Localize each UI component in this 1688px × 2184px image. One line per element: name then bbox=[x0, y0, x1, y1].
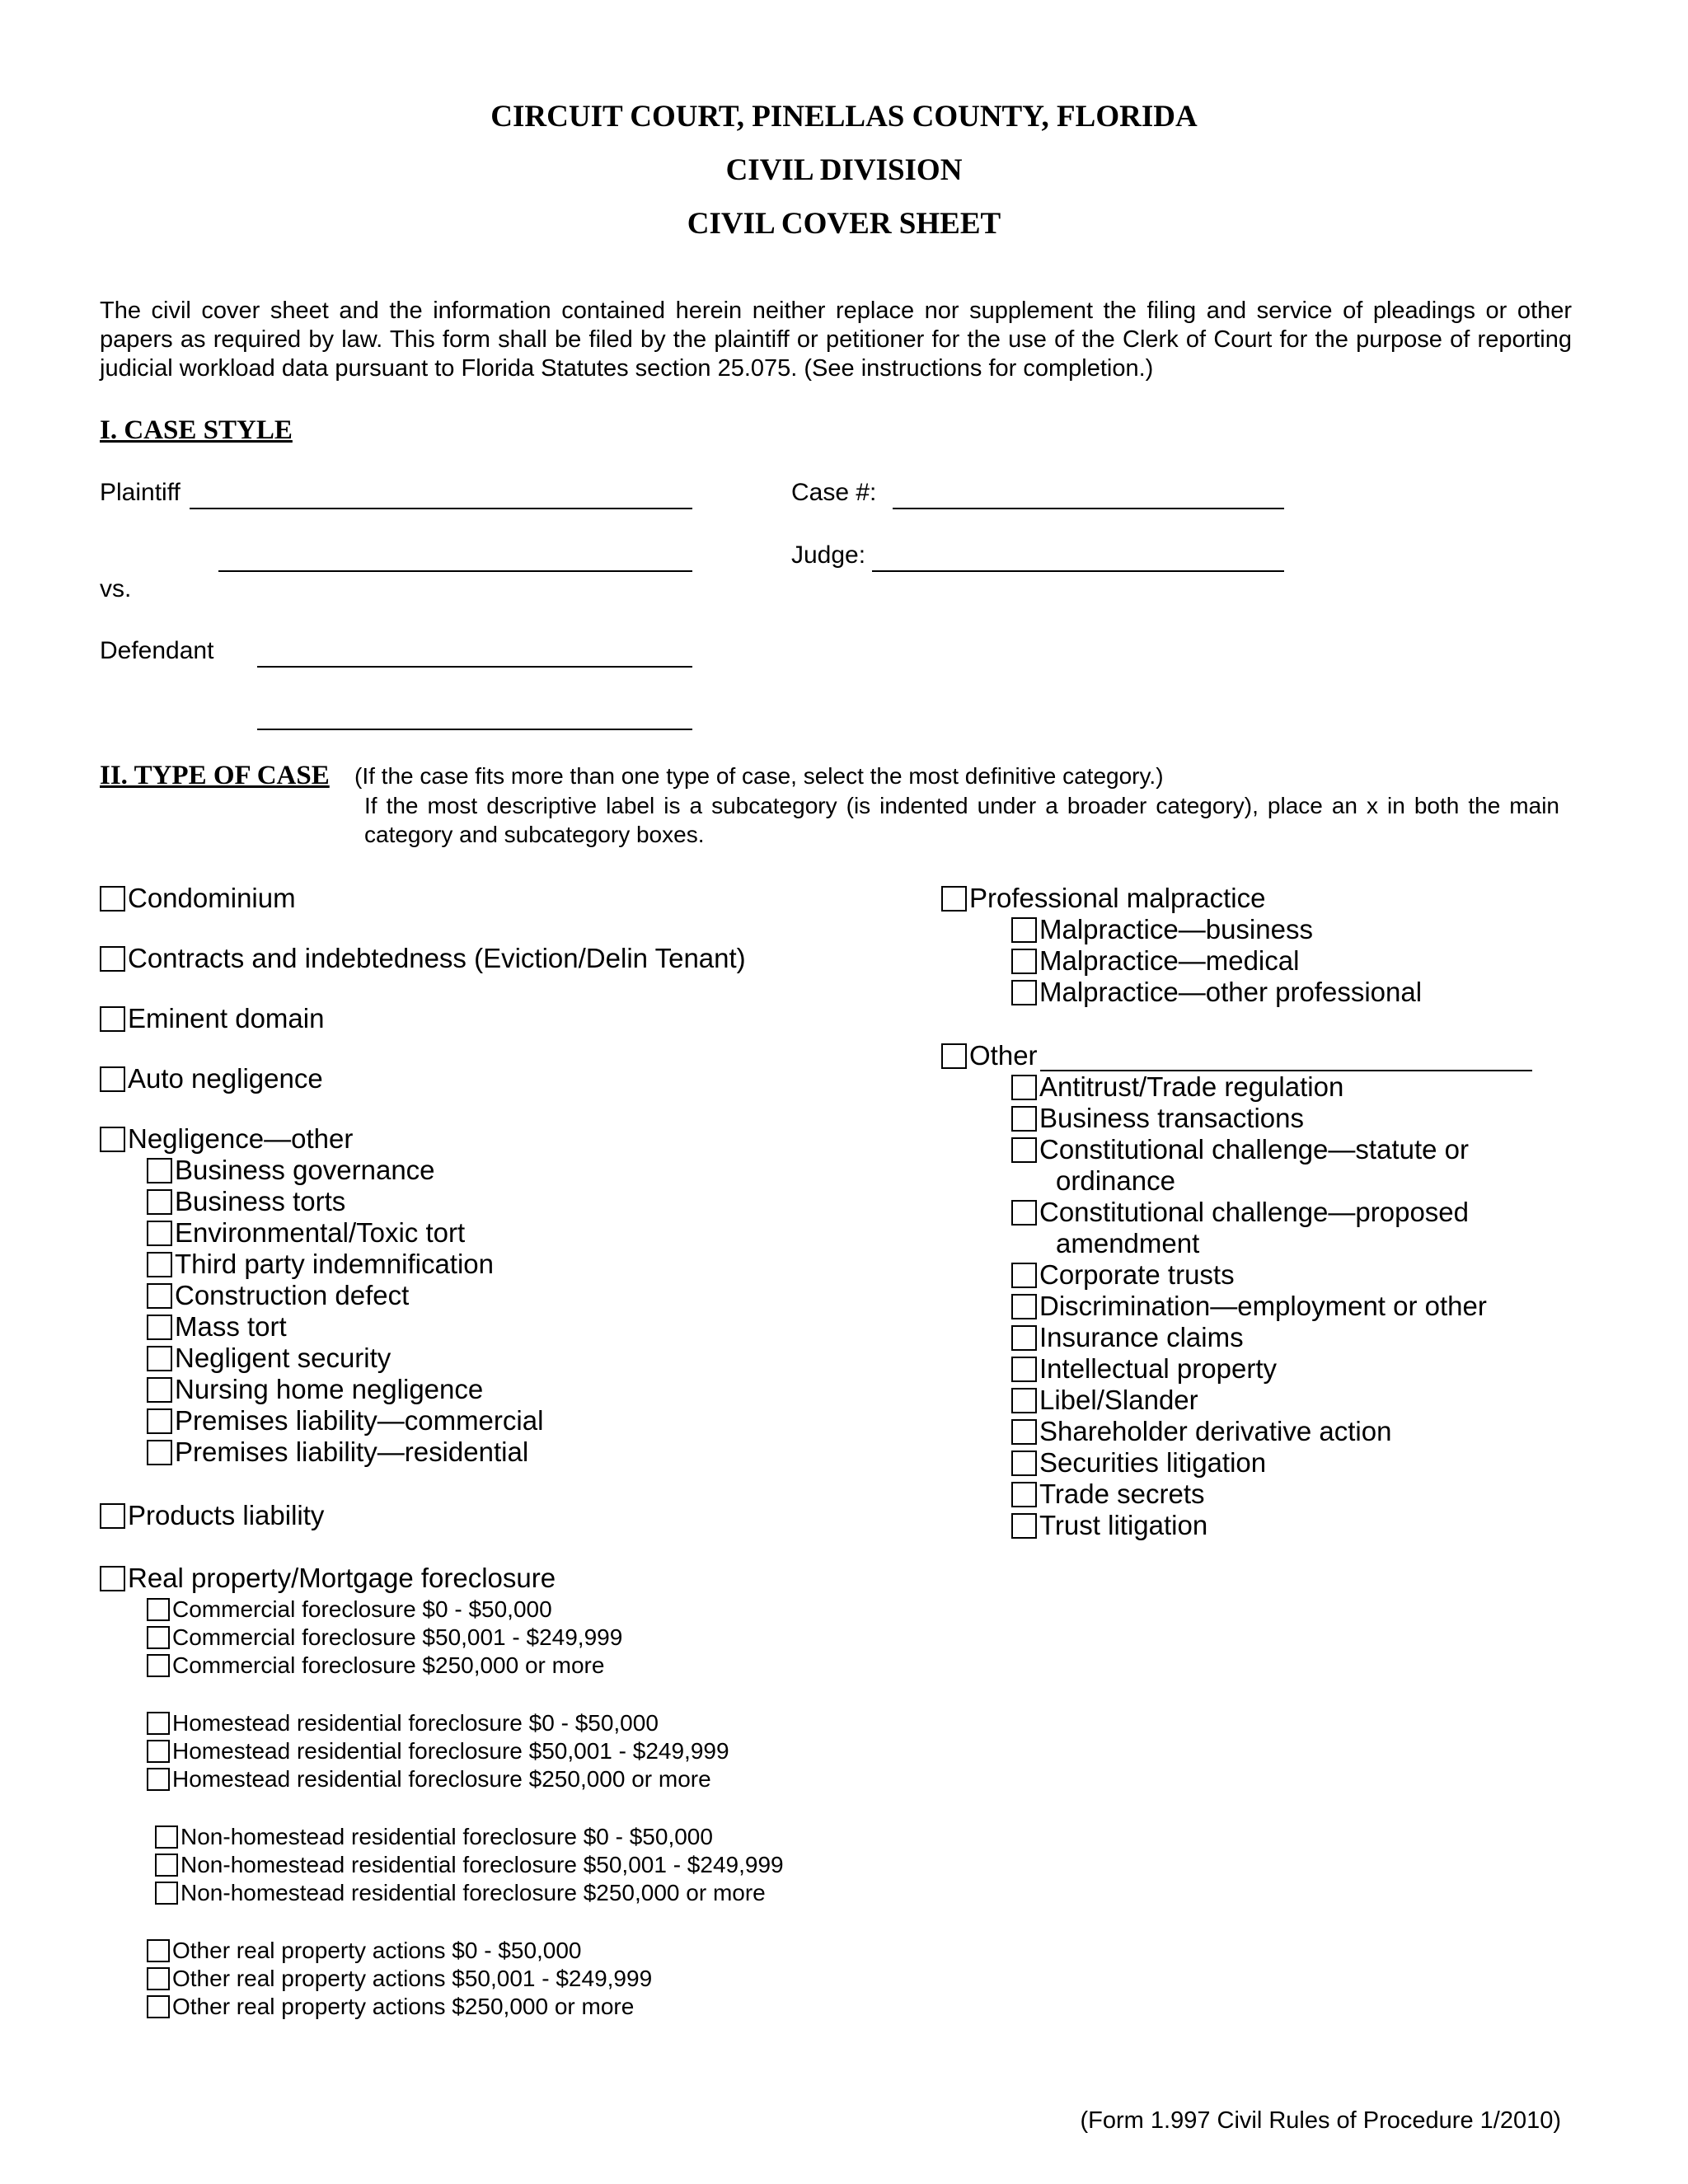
checkbox-box[interactable] bbox=[147, 1740, 170, 1763]
checkbox-label: Other bbox=[969, 1040, 1038, 1071]
checkbox-premises-liability-commercial[interactable] bbox=[147, 1405, 543, 1436]
checkbox-trust-litigation[interactable] bbox=[1011, 1510, 1207, 1541]
form-footer: (Form 1.997 Civil Rules of Procedure 1/2010) bbox=[1080, 2107, 1561, 2134]
case-number-field[interactable] bbox=[893, 478, 1284, 509]
checkbox-nursing-home-negligence[interactable] bbox=[147, 1374, 483, 1405]
checkbox-insurance-claims[interactable] bbox=[1011, 1322, 1244, 1353]
checkbox-box[interactable] bbox=[1011, 1357, 1037, 1382]
judge-label: Judge: bbox=[791, 541, 866, 569]
checkbox-box[interactable] bbox=[100, 946, 125, 972]
checkbox-label: Eminent domain bbox=[128, 1003, 325, 1033]
checkbox-homestead-foreclosure-1[interactable] bbox=[147, 1710, 659, 1736]
checkbox-eminent-domain[interactable] bbox=[100, 1003, 324, 1034]
checkbox-label: Malpractice—other professional bbox=[1039, 977, 1423, 1007]
checkbox-non-homestead-foreclosure-2[interactable] bbox=[155, 1852, 784, 1878]
checkbox-label: Antitrust/Trade regulation bbox=[1039, 1071, 1344, 1102]
checkbox-corporate-trusts[interactable] bbox=[1011, 1259, 1235, 1291]
checkbox-box[interactable] bbox=[100, 1503, 125, 1529]
case-number-label: Case #: bbox=[791, 479, 877, 506]
checkbox-label: Trust litigation bbox=[1039, 1510, 1208, 1540]
checkbox-discrimination[interactable] bbox=[1011, 1291, 1487, 1322]
checkbox-other-real-property-3[interactable] bbox=[147, 1994, 634, 2020]
checkbox-label: Negligence—other bbox=[128, 1123, 354, 1154]
checkbox-label: Commercial foreclosure $250,000 or more bbox=[172, 1652, 605, 1678]
checkbox-other[interactable] bbox=[941, 1040, 1038, 1071]
checkbox-box[interactable] bbox=[147, 1283, 172, 1309]
checkbox-label: Condominium bbox=[128, 883, 296, 913]
checkbox-box[interactable] bbox=[1011, 1137, 1037, 1163]
checkbox-label: Negligent security bbox=[175, 1343, 392, 1373]
checkbox-label: Securities litigation bbox=[1039, 1447, 1267, 1478]
checkbox-non-homestead-foreclosure-3[interactable] bbox=[155, 1880, 766, 1906]
checkbox-products-liability[interactable] bbox=[100, 1500, 324, 1531]
checkbox-label: Construction defect bbox=[175, 1280, 410, 1310]
case-style-heading: I. CASE STYLE bbox=[100, 415, 293, 445]
checkbox-negligence-other[interactable] bbox=[100, 1123, 353, 1155]
checkbox-box[interactable] bbox=[147, 1967, 170, 1990]
checkbox-label: Real property/Mortgage foreclosure bbox=[128, 1563, 556, 1593]
plaintiff-label: Plaintiff bbox=[100, 479, 181, 506]
checkbox-box[interactable] bbox=[147, 1252, 172, 1277]
checkbox-label: Non-homestead residential foreclosure $50,001 - $249,999 bbox=[181, 1852, 784, 1877]
checkbox-label: Other real property actions $0 - $50,000 bbox=[172, 1938, 582, 1963]
checkbox-label: Premises liability—commercial bbox=[175, 1405, 544, 1436]
plaintiff-field[interactable] bbox=[190, 478, 692, 509]
checkbox-box[interactable] bbox=[100, 1127, 125, 1152]
checkbox-box[interactable] bbox=[1011, 1075, 1037, 1100]
checkbox-box[interactable] bbox=[147, 1315, 172, 1340]
checkbox-label: Professional malpractice bbox=[969, 883, 1266, 913]
checkbox-box[interactable] bbox=[147, 1768, 170, 1791]
checkbox-label: Commercial foreclosure $0 - $50,000 bbox=[172, 1596, 552, 1622]
checkbox-contracts[interactable] bbox=[100, 943, 746, 974]
checkbox-auto-negligence[interactable] bbox=[100, 1063, 323, 1094]
checkbox-constitutional-amendment[interactable] bbox=[1011, 1197, 1469, 1228]
checkbox-professional-malpractice[interactable] bbox=[941, 883, 1266, 914]
checkbox-securities-litigation[interactable] bbox=[1011, 1447, 1266, 1479]
checkbox-construction-defect[interactable] bbox=[147, 1280, 409, 1311]
checkbox-label: Malpractice—business bbox=[1039, 914, 1313, 944]
checkbox-condominium[interactable] bbox=[100, 883, 296, 914]
checkbox-shareholder-derivative[interactable] bbox=[1011, 1416, 1391, 1447]
subcategory-note: If the most descriptive label is a subcategory (is indented under a broader category), place an x in both the main category and subcategory boxes. bbox=[364, 793, 1559, 847]
constitutional-statute-continued: ordinance bbox=[1056, 1165, 1175, 1196]
checkbox-label: Products liability bbox=[128, 1500, 325, 1530]
vs-label: vs. bbox=[100, 575, 132, 602]
other-specify-field[interactable] bbox=[1040, 1040, 1532, 1071]
checkbox-label: Insurance claims bbox=[1039, 1322, 1244, 1352]
constitutional-amendment-continued: amendment bbox=[1056, 1228, 1200, 1258]
checkbox-label: Business torts bbox=[175, 1186, 346, 1216]
checkbox-box[interactable] bbox=[941, 886, 967, 912]
checkbox-label: Homestead residential foreclosure $0 - $50,000 bbox=[172, 1710, 659, 1736]
checkbox-box[interactable] bbox=[147, 1440, 172, 1465]
type-of-case-heading: II. TYPE OF CASE bbox=[100, 761, 330, 790]
checkbox-label: Business governance bbox=[175, 1155, 435, 1185]
defendant-label: Defendant bbox=[100, 637, 214, 664]
judge-field[interactable] bbox=[872, 541, 1284, 572]
checkbox-box[interactable] bbox=[1011, 1263, 1037, 1288]
checkbox-commercial-foreclosure-2[interactable] bbox=[147, 1624, 622, 1651]
checkbox-box[interactable] bbox=[155, 1854, 178, 1877]
checkbox-box[interactable] bbox=[1011, 1482, 1037, 1507]
checkbox-label: Other real property actions $250,000 or more bbox=[172, 1994, 635, 2019]
checkbox-box[interactable] bbox=[1011, 1419, 1037, 1445]
checkbox-malpractice-other[interactable] bbox=[1011, 977, 1422, 1008]
checkbox-malpractice-medical[interactable] bbox=[1011, 945, 1299, 977]
defendant-field-2[interactable] bbox=[257, 699, 692, 730]
checkbox-box[interactable] bbox=[147, 1377, 172, 1403]
checkbox-box[interactable] bbox=[100, 1066, 125, 1092]
checkbox-label: Commercial foreclosure $50,001 - $249,999 bbox=[172, 1624, 623, 1650]
checkbox-box[interactable] bbox=[147, 1408, 172, 1434]
checkbox-business-transactions[interactable] bbox=[1011, 1103, 1304, 1134]
checkbox-label: Non-homestead residential foreclosure $250,000 or more bbox=[181, 1880, 766, 1905]
checkbox-box[interactable] bbox=[1011, 1388, 1037, 1413]
plaintiff-field-2[interactable] bbox=[218, 541, 692, 572]
checkbox-label: Libel/Slander bbox=[1039, 1385, 1198, 1415]
checkbox-constitutional-statute[interactable] bbox=[1011, 1134, 1469, 1165]
checkbox-box[interactable] bbox=[147, 1346, 172, 1371]
checkbox-box[interactable] bbox=[1011, 980, 1037, 1005]
checkbox-label: Nursing home negligence bbox=[175, 1374, 484, 1404]
checkbox-label: Non-homestead residential foreclosure $0 - $50,000 bbox=[181, 1824, 713, 1849]
checkbox-box[interactable] bbox=[1011, 1294, 1037, 1319]
checkbox-label: Mass tort bbox=[175, 1311, 287, 1342]
checkbox-label: Discrimination—employment or other bbox=[1039, 1291, 1487, 1321]
intro-paragraph: The civil cover sheet and the information contained herein neither replace nor supplement the filing and service of pleadings or other papers as required by law. This form shall be filed by the plaintiff or petitioner for the use of the Clerk of Court for the purpose of reporting judicial workload data pursuant to Florida Statutes section 25.075. (See instructions for completion.) bbox=[100, 298, 1572, 382]
checkbox-other-real-property-1[interactable] bbox=[147, 1938, 582, 1964]
checkbox-box[interactable] bbox=[1011, 917, 1037, 943]
checkbox-box[interactable] bbox=[1011, 1106, 1037, 1132]
checkbox-box[interactable] bbox=[147, 1712, 170, 1735]
checkbox-label: Premises liability—residential bbox=[175, 1436, 529, 1467]
checkbox-box[interactable] bbox=[100, 1566, 125, 1591]
court-title: CIRCUIT COURT, PINELLAS COUNTY, FLORIDA bbox=[490, 100, 1198, 134]
division-title: CIVIL DIVISION bbox=[725, 153, 963, 187]
checkbox-non-homestead-foreclosure-1[interactable] bbox=[155, 1824, 713, 1850]
checkbox-label: Constitutional challenge—statute or bbox=[1039, 1134, 1469, 1165]
checkbox-label: Third party indemnification bbox=[175, 1249, 495, 1279]
checkbox-label: Homestead residential foreclosure $250,000 or more bbox=[172, 1766, 711, 1792]
checkbox-box[interactable] bbox=[1011, 1200, 1037, 1226]
checkbox-box[interactable] bbox=[1011, 1325, 1037, 1351]
checkbox-commercial-foreclosure-3[interactable] bbox=[147, 1652, 604, 1679]
defendant-field[interactable] bbox=[257, 636, 692, 668]
checkbox-box[interactable] bbox=[147, 1221, 172, 1246]
form-title: CIVIL COVER SHEET bbox=[687, 207, 1001, 241]
checkbox-box[interactable] bbox=[100, 886, 125, 912]
checkbox-box[interactable] bbox=[147, 1626, 170, 1649]
checkbox-box[interactable] bbox=[155, 1882, 178, 1905]
checkbox-label: Trade secrets bbox=[1039, 1479, 1205, 1509]
checkbox-environmental-toxic-tort[interactable] bbox=[147, 1217, 465, 1249]
checkbox-box[interactable] bbox=[147, 1654, 170, 1677]
checkbox-box[interactable] bbox=[1011, 1451, 1037, 1476]
checkbox-box[interactable] bbox=[155, 1825, 178, 1849]
checkbox-mass-tort[interactable] bbox=[147, 1311, 287, 1343]
checkbox-label: Malpractice—medical bbox=[1039, 945, 1300, 976]
checkbox-label: Business transactions bbox=[1039, 1103, 1304, 1133]
checkbox-label: Constitutional challenge—proposed bbox=[1039, 1197, 1470, 1227]
checkbox-box[interactable] bbox=[1011, 949, 1037, 974]
checkbox-label: Shareholder derivative action bbox=[1039, 1416, 1392, 1446]
checkbox-real-property[interactable] bbox=[100, 1563, 556, 1594]
checkbox-label: Auto negligence bbox=[128, 1063, 323, 1094]
checkbox-box[interactable] bbox=[1011, 1513, 1037, 1539]
checkbox-box[interactable] bbox=[147, 1939, 170, 1962]
checkbox-label: Corporate trusts bbox=[1039, 1259, 1235, 1290]
checkbox-label: Homestead residential foreclosure $50,001 - $249,999 bbox=[172, 1738, 729, 1764]
checkbox-box[interactable] bbox=[147, 1995, 170, 2018]
checkbox-label: Intellectual property bbox=[1039, 1353, 1277, 1384]
checkbox-box[interactable] bbox=[941, 1043, 967, 1069]
checkbox-premises-liability-residential[interactable] bbox=[147, 1436, 528, 1468]
checkbox-box[interactable] bbox=[100, 1006, 125, 1032]
checkbox-intellectual-property[interactable] bbox=[1011, 1353, 1277, 1385]
checkbox-homestead-foreclosure-3[interactable] bbox=[147, 1766, 711, 1793]
checkbox-label: Environmental/Toxic tort bbox=[175, 1217, 466, 1248]
checkbox-third-party-indemnification[interactable] bbox=[147, 1249, 494, 1280]
checkbox-malpractice-business[interactable] bbox=[1011, 914, 1313, 945]
checkbox-antitrust[interactable] bbox=[1011, 1071, 1343, 1103]
checkbox-negligent-security[interactable] bbox=[147, 1343, 391, 1374]
checkbox-commercial-foreclosure-1[interactable] bbox=[147, 1596, 552, 1623]
checkbox-label: Contracts and indebtedness (Eviction/Delin Tenant) bbox=[128, 943, 746, 973]
checkbox-business-torts[interactable] bbox=[147, 1186, 345, 1217]
checkbox-trade-secrets[interactable] bbox=[1011, 1479, 1205, 1510]
checkbox-libel-slander[interactable] bbox=[1011, 1385, 1198, 1416]
checkbox-label: Other real property actions $50,001 - $249,999 bbox=[172, 1966, 653, 1991]
checkbox-box[interactable] bbox=[147, 1158, 172, 1183]
checkbox-other-real-property-2[interactable] bbox=[147, 1966, 652, 1992]
checkbox-box[interactable] bbox=[147, 1189, 172, 1215]
type-of-case-note: (If the case fits more than one type of case, select the most definitive category.) bbox=[354, 763, 1164, 789]
checkbox-box[interactable] bbox=[147, 1598, 170, 1621]
checkbox-business-governance[interactable] bbox=[147, 1155, 435, 1186]
checkbox-homestead-foreclosure-2[interactable] bbox=[147, 1738, 729, 1765]
